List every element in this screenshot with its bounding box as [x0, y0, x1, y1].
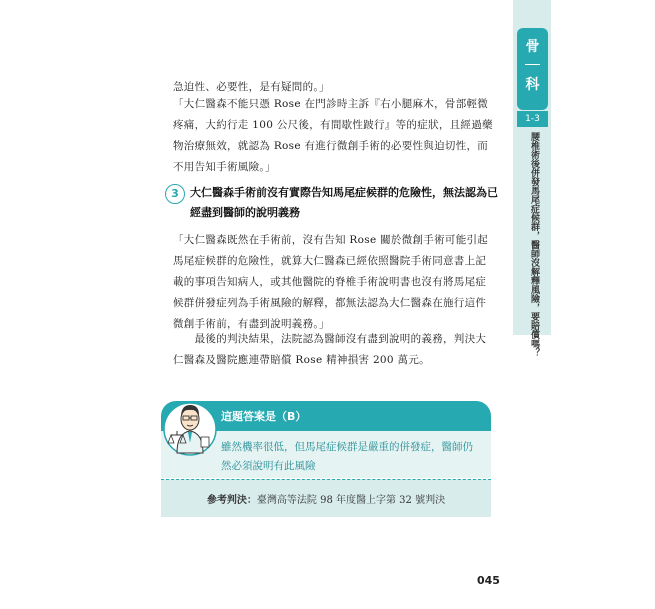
- verdict-paragraph: 最後的判決結果，法院認為醫師沒有盡到說明的義務，判決大仁醫森及醫院應連帶賠償 Rose 精神損害 200 萬元。: [173, 333, 487, 366]
- quote-paragraph-2: 「大仁醫森既然在手術前，沒有告知 Rose 關於微創手術可能引起馬尾症候群的危險性，就算大仁醫森已經依照醫院手術同意書上記載的事項告知病人，或其他醫院的脊椎手術說明書也沒有將馬尾症候群併發症列為手術風險的解釋，都無法認為大仁醫森在施行這件微創手術前，有盡到說明義務。」: [173, 234, 489, 330]
- chapter-label: [517, 28, 548, 110]
- paragraph-intro: 急迫性、必要性，是有疑問的。」: [173, 81, 330, 93]
- page-number: 045: [477, 574, 500, 587]
- lawyer-illustration-icon: [162, 393, 218, 465]
- quote-paragraph-1: 「大仁醫森不能只憑 Rose 在門診時主訴『右小腿麻木，骨部輕微疼痛，大約行走 100 公尺後，有間歇性跛行』等的症狀，且經過藥物治療無效，就認為 Rose 有進行微創手術的必要性與迫切性，而不用告知手術風險。」: [173, 98, 493, 173]
- answer-heading: 這題答案是（B）: [221, 410, 307, 423]
- chapter-number: 1-3: [517, 110, 548, 127]
- section-number-badge: 3: [165, 184, 185, 204]
- reference-text: 臺灣高等法院 98 年度醫上字第 32 號判決: [256, 495, 446, 506]
- answer-box: [161, 401, 491, 516]
- reference-label: 參考判決：: [206, 495, 257, 506]
- chapter-divider: [525, 64, 540, 65]
- chapter-vertical-title: 腰椎術後併發馬尾症候群，醫師沒解釋風險，要賠償嗎？: [529, 132, 539, 357]
- chapter-char-2: 科: [525, 77, 540, 93]
- section-heading: 大仁醫森手術前沒有實際告知馬尾症候群的危險性，無法認為已經盡到醫師的說明義務: [190, 186, 498, 219]
- reference-judgment: [161, 491, 491, 506]
- chapter-char-1: 骨: [525, 39, 540, 55]
- answer-explanation: 雖然機率很低，但馬尾症候群是嚴重的併發症，醫師仍然必須說明有此風險: [221, 441, 473, 472]
